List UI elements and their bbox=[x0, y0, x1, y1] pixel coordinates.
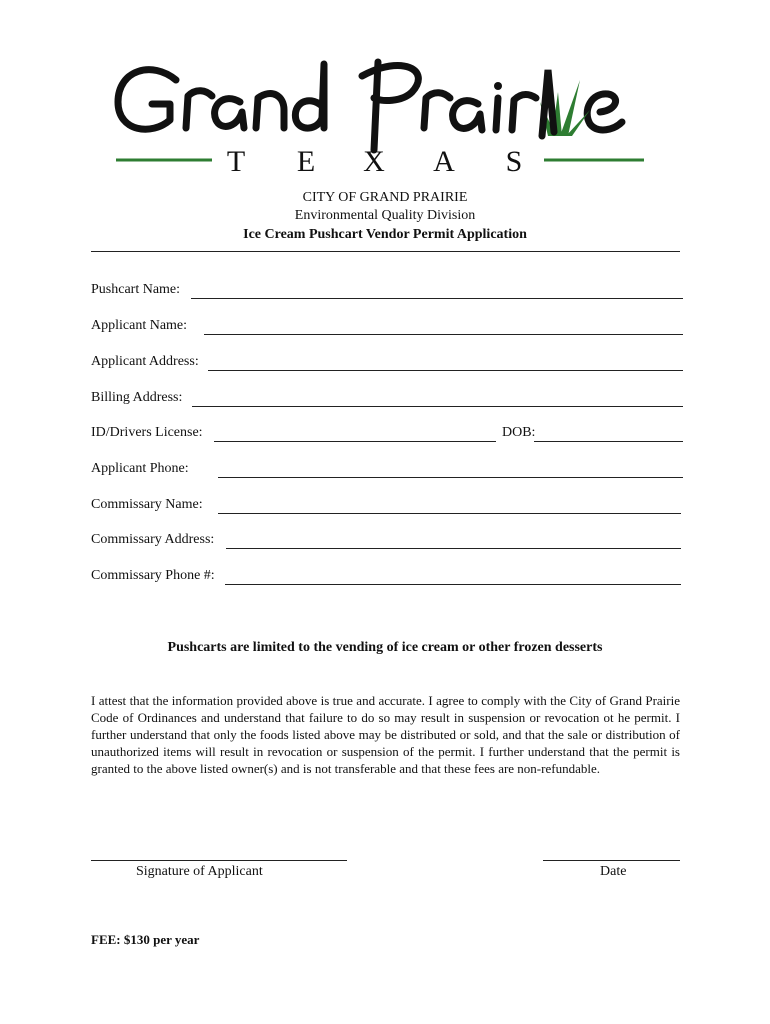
commissary-name-input[interactable] bbox=[218, 513, 681, 514]
field-label: Billing Address: bbox=[91, 390, 183, 405]
commissary-address-input[interactable] bbox=[226, 548, 681, 549]
pushcart-notice: Pushcarts are limited to the vending of ice cream or other frozen desserts bbox=[167, 640, 603, 655]
field-billing-address bbox=[91, 385, 683, 407]
field-label: ID/Drivers License: bbox=[91, 425, 203, 440]
field-label: Commissary Phone #: bbox=[91, 568, 215, 583]
dob-label: DOB: bbox=[502, 425, 536, 440]
field-pushcart-name bbox=[91, 277, 683, 299]
attestation-paragraph: I attest that the information provided above is true and accurate. I agree to comply with the City of Grand Prairie Code of Ordinances and understand that failure to do so may result in suspension or revocation ot he permit. I further understand that only the foods listed above may be distributed or sold, and that the sale or distribution of unauthorized items will result in revocation or suspension of the permit. I further understand that the permit is granted to the above listed owner(s) and is not transferable and that these fees are non-refundable. bbox=[91, 693, 680, 776]
grand-prairie-logo bbox=[112, 40, 646, 176]
svg-text:T: T bbox=[226, 145, 246, 176]
dob-input[interactable] bbox=[534, 441, 683, 442]
signature-label: Signature of Applicant bbox=[136, 864, 263, 879]
applicant-name-input[interactable] bbox=[204, 334, 683, 335]
billing-address-input[interactable] bbox=[192, 406, 683, 407]
logo-dot bbox=[494, 82, 502, 90]
header-divider bbox=[91, 251, 680, 252]
field-label: Pushcart Name: bbox=[91, 282, 181, 297]
field-label: Commissary Name: bbox=[91, 497, 203, 512]
field-label: Commissary Address: bbox=[91, 532, 215, 547]
division-name: Environmental Quality Division bbox=[294, 208, 476, 223]
form-title: Ice Cream Pushcart Vendor Permit Application bbox=[243, 227, 527, 242]
applicant-phone-input[interactable] bbox=[218, 477, 683, 478]
svg-text:E: E bbox=[296, 145, 316, 176]
signature-line[interactable] bbox=[91, 860, 347, 861]
applicant-address-input[interactable] bbox=[208, 370, 683, 371]
city-name: CITY OF GRAND PRAIRIE bbox=[302, 190, 468, 205]
field-applicant-phone bbox=[91, 456, 683, 478]
svg-text:S: S bbox=[505, 145, 523, 176]
field-label: Applicant Address: bbox=[91, 354, 199, 369]
date-label: Date bbox=[600, 864, 627, 879]
field-applicant-name bbox=[91, 313, 683, 335]
field-commissary-name bbox=[91, 492, 683, 514]
svg-text:A: A bbox=[433, 145, 455, 176]
svg-text:X: X bbox=[363, 145, 385, 176]
field-label: Applicant Name: bbox=[91, 318, 188, 333]
commissary-phone-input[interactable] bbox=[225, 584, 681, 585]
field-id-drivers-license bbox=[91, 420, 683, 442]
field-label: Applicant Phone: bbox=[91, 461, 189, 476]
field-commissary-address bbox=[91, 527, 683, 549]
field-applicant-address bbox=[91, 349, 683, 371]
field-commissary-phone bbox=[91, 563, 683, 585]
pushcart-name-input[interactable] bbox=[191, 298, 683, 299]
date-line[interactable] bbox=[543, 860, 680, 861]
fee-text: FEE: $130 per year bbox=[91, 932, 200, 947]
id-drivers-license-input[interactable] bbox=[214, 441, 496, 442]
